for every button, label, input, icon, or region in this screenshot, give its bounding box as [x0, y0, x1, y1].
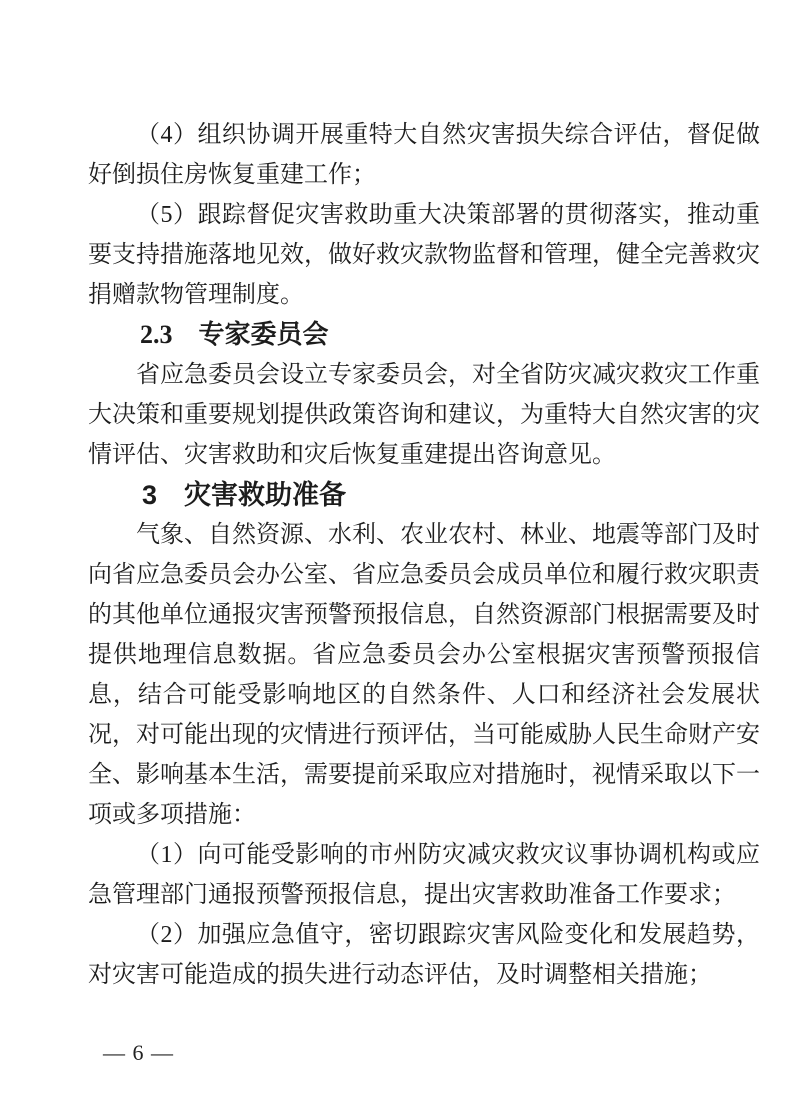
paragraph-preparation-overview: 气象、自然资源、水利、农业农村、林业、地震等部门及时向省应急委员会办公室、省应急委员会成员单位和履行救灾职责的其他单位通报灾害预警预报信息，自然资源部门根据需要及时提供地理信息数据。省应急委员会办公室根据灾害预警预报信息，结合可能受影响地区的自然条件、人口和经济社会发展状况，对可能出现的灾情进行预评估，当可能威胁人民生命财产安全、影响基本生活，需要提前采取应对措施时，视情采取以下一项或多项措施：	[88, 522, 760, 828]
heading-expert-committee: 2.3 专家委员会	[140, 320, 329, 349]
paragraph-item-4: （4）组织协调开展重特大自然灾害损失综合评估，督促做好倒损住房恢复重建工作；	[88, 122, 760, 188]
paragraph-item-5: （5）跟踪督促灾害救助重大决策部署的贯彻落实，推动重要支持措施落地见效，做好救灾款物监督和管理，健全完善救灾捐赠款物管理制度。	[88, 202, 760, 308]
document-body	[88, 115, 760, 995]
paragraph-measure-1: （1）向可能受影响的市州防灾减灾救灾议事协调机构或应急管理部门通报预警预报信息，提出灾害救助准备工作要求；	[88, 842, 760, 908]
paragraph-expert-committee: 省应急委员会设立专家委员会，对全省防灾减灾救灾工作重大决策和重要规划提供政策咨询和建议，为重特大自然灾害的灾情评估、灾害救助和灾后恢复重建提出咨询意见。	[88, 362, 760, 468]
heading-disaster-relief-preparation: 3 灾害救助准备	[142, 480, 347, 510]
page-number: — 6 —	[103, 1040, 174, 1065]
paragraph-measure-2: （2）加强应急值守，密切跟踪灾害风险变化和发展趋势，对灾害可能造成的损失进行动态评估，及时调整相关措施；	[88, 922, 760, 988]
